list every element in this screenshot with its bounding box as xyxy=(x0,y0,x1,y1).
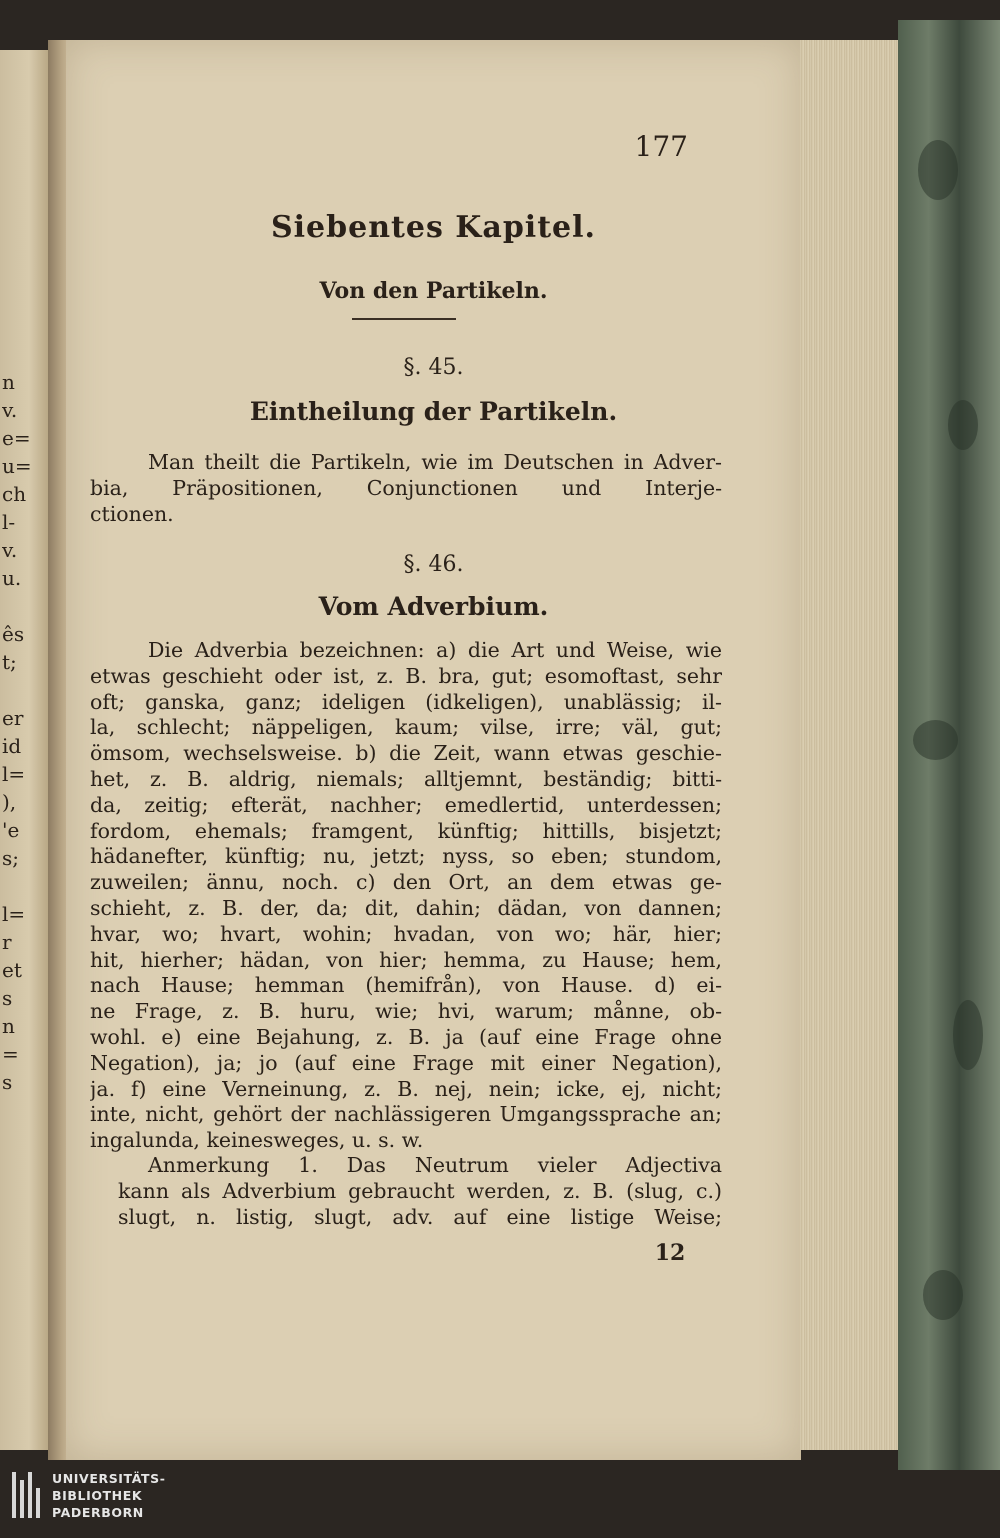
text-line: Man theilt die Partikeln, wie im Deutschen in Adver- xyxy=(148,450,722,474)
section-number-46: §. 46. xyxy=(403,552,464,577)
text-line: ctionen. xyxy=(90,501,174,526)
left-page-fragment: s xyxy=(2,1070,13,1094)
page-number: 177 xyxy=(634,130,688,163)
text-line: wohl. e) eine Bejahung, z. B. ja (auf eine Frage ohne xyxy=(90,1024,722,1049)
text-line: hit, hierher; hädan, von hier; hemma, zu Hause; hem, xyxy=(90,947,722,972)
text-line: inte, nicht, gehört der nachlässigeren Umgangssprache an; xyxy=(90,1102,722,1127)
left-page-fragment: u. xyxy=(2,566,22,590)
text-line: la, schlecht; näppeligen, kaum; vilse, irre; väl, gut; xyxy=(90,715,722,740)
section-heading-45: Eintheilung der Partikeln. xyxy=(249,397,618,426)
signature-mark: 12 xyxy=(654,1240,686,1266)
left-page-fragment: v. xyxy=(2,398,18,422)
library-logo-text xyxy=(52,1470,222,1521)
left-page-fragment: u= xyxy=(2,454,32,478)
text-line: hvar, wo; hvart, wohin; hvadan, von wo; här, hier; xyxy=(90,921,722,946)
text-line: fordom, ehemals; framgent, künftig; hittills, bisjetzt; xyxy=(90,818,722,843)
left-page-fragment: et xyxy=(2,958,22,982)
left-page-edge xyxy=(0,50,48,1450)
title-rule xyxy=(352,318,456,320)
section-heading-46: Vom Adverbium. xyxy=(318,592,549,621)
left-page-fragment: id xyxy=(2,734,22,758)
left-page-fragment: t; xyxy=(2,650,17,674)
library-logo-line: PADERBORN xyxy=(52,1505,144,1520)
text-line: bia, Präpositionen, Conjunctionen und Interje- xyxy=(90,475,722,500)
left-page-text-fragments xyxy=(2,368,42,1096)
text-line: ne Frage, z. B. huru, wie; hvi, warum; månne, ob- xyxy=(90,999,722,1024)
text-line: Die Adverbia bezeichnen: a) die Art und Weise, wie xyxy=(148,638,722,662)
chapter-title: Siebentes Kapitel. xyxy=(271,210,596,245)
left-page-fragment xyxy=(2,592,42,620)
left-page-fragment xyxy=(2,872,42,900)
left-page-fragment: er xyxy=(2,706,24,730)
library-logo-icon xyxy=(12,1472,42,1522)
section-45-paragraph xyxy=(90,450,722,527)
library-logo-line: UNIVERSITÄTS- xyxy=(52,1471,166,1486)
text-line: zuweilen; ännu, noch. c) den Ort, an dem etwas ge- xyxy=(90,870,722,895)
left-page-fragment: l= xyxy=(2,762,26,786)
left-page-fragment: v. xyxy=(2,538,18,562)
text-line: hädanefter, künftig; nu, jetzt; nyss, so eben; stundom, xyxy=(90,844,722,869)
text-line: ömsom, wechselsweise. b) die Zeit, wann etwas geschie- xyxy=(90,741,722,766)
text-line: oft; ganska, ganz; ideligen (idkeligen), unablässig; il- xyxy=(90,689,722,714)
text-line: da, zeitig; efterät, nachher; emedlertid, unterdessen; xyxy=(90,792,722,817)
page-edges xyxy=(800,40,898,1450)
left-page-fragment: e= xyxy=(2,426,31,450)
text-line: nach Hause; hemman (hemifrån), von Hause. d) ei- xyxy=(90,973,722,998)
text-line: schieht, z. B. der, da; dit, dahin; dädan, von dannen; xyxy=(90,895,722,920)
left-page-fragment: l= xyxy=(2,902,26,926)
left-page-fragment xyxy=(2,676,42,704)
library-logo xyxy=(0,1460,230,1538)
left-page-fragment: s; xyxy=(2,846,20,870)
chapter-subtitle: Von den Partikeln. xyxy=(319,278,548,304)
left-page-fragment: n xyxy=(2,370,15,394)
left-page-fragment: ch xyxy=(2,482,27,506)
library-logo-line: BIBLIOTHEK xyxy=(52,1488,143,1503)
text-line: het, z. B. aldrig, niemals; alltjemnt, beständig; bitti- xyxy=(90,766,722,791)
anmerkung-paragraph xyxy=(90,1153,722,1230)
text-line: slugt, n. listig, slugt, adv. auf eine listige Weise; xyxy=(118,1204,722,1229)
left-page-fragment: l- xyxy=(2,510,16,534)
section-46-paragraph xyxy=(90,638,722,1154)
text-line: ja. f) eine Verneinung, z. B. nej, nein; icke, ej, nicht; xyxy=(90,1076,722,1101)
left-page-fragment: ), xyxy=(2,790,17,814)
left-page-fragment: n xyxy=(2,1014,15,1038)
text-line: kann als Adverbium gebraucht werden, z. B. (slug, c.) xyxy=(118,1178,722,1203)
book-cover-marbled xyxy=(898,20,1000,1470)
left-page-fragment: r xyxy=(2,930,12,954)
left-page-fragment: 'e xyxy=(2,818,20,842)
text-line: etwas geschieht oder ist, z. B. bra, gut; esomoftast, sehr xyxy=(90,663,722,688)
text-line: Negation), ja; jo (auf eine Frage mit einer Negation), xyxy=(90,1050,722,1075)
section-number-45: §. 45. xyxy=(403,355,464,380)
text-line: ingalunda, keinesweges, u. s. w. xyxy=(90,1128,424,1153)
text-line: Anmerkung 1. Das Neutrum vieler Adjectiva xyxy=(148,1153,722,1177)
left-page-fragment: ês xyxy=(2,622,25,646)
left-page-fragment: = xyxy=(2,1042,19,1066)
left-page-fragment: s xyxy=(2,986,13,1010)
